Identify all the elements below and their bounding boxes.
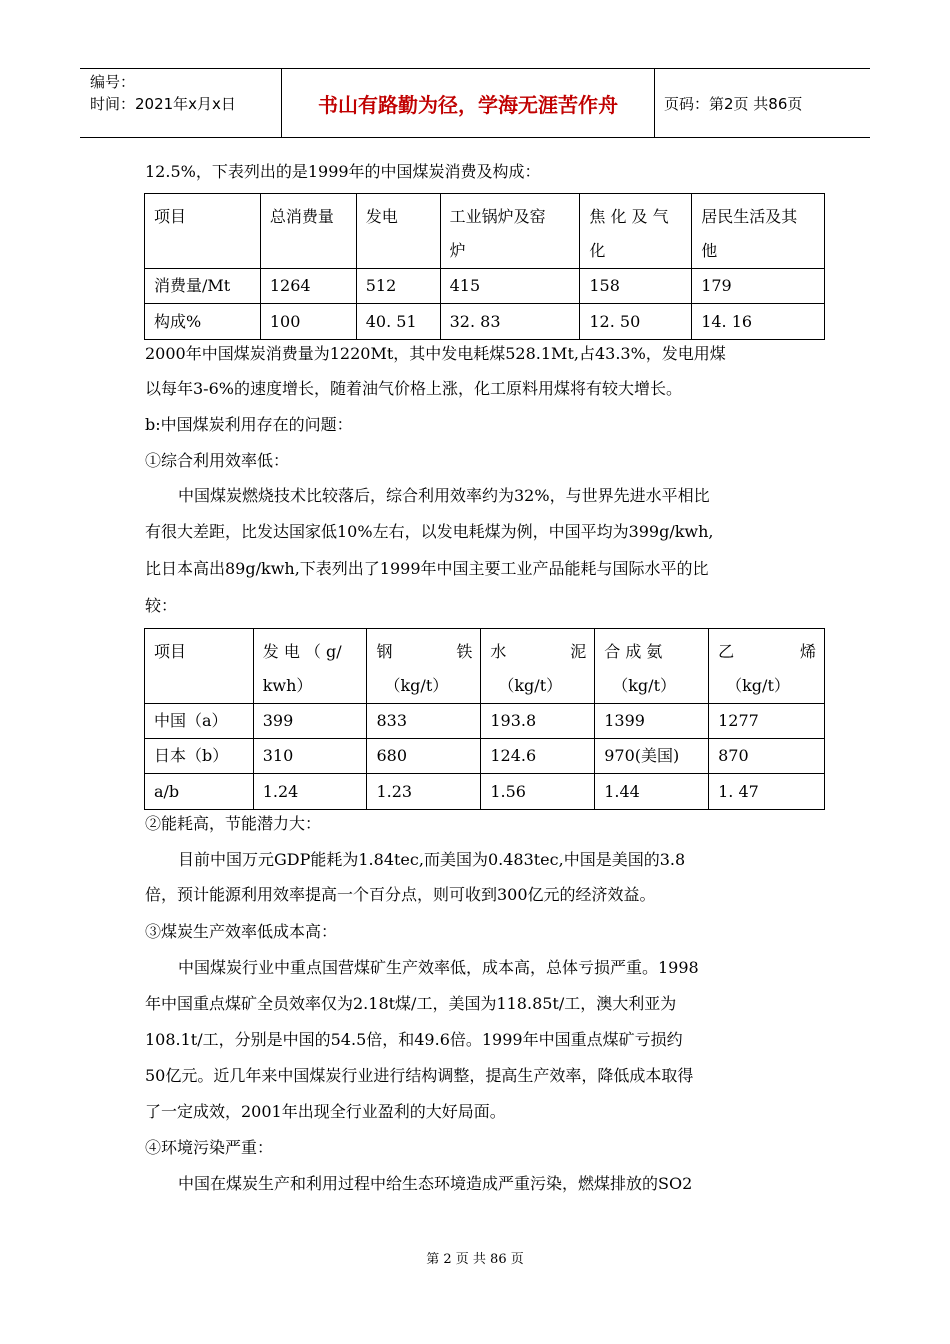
table-cell: 1.44: [595, 774, 709, 810]
table-cell: 124.6: [481, 739, 595, 774]
table-cell: 12. 50: [580, 304, 692, 340]
table-header-cell: 钢 铁 （kg/t）: [367, 629, 481, 704]
table-row: [145, 629, 825, 704]
section-heading: ①综合利用效率低：: [145, 451, 290, 470]
page-label: 页码：第2页 共86页: [664, 94, 803, 113]
table-cell: 870: [709, 739, 825, 774]
paragraph-line: 50亿元。近几年来中国煤炭行业进行结构调整，提高生产效率，降低成本取得: [145, 1066, 694, 1085]
paragraph-line: 以每年3-6%的速度增长，随着油气价格上涨，化工原料用煤将有较大增长。: [145, 379, 682, 398]
paragraph-line: 了一定成效，2001年出现全行业盈利的大好局面。: [145, 1102, 506, 1121]
table-cell: 158: [580, 269, 692, 304]
table-cell: 14. 16: [692, 304, 825, 340]
table-cell: 415: [440, 269, 580, 304]
energy-consumption-table: [144, 628, 825, 810]
table-cell: 32. 83: [440, 304, 580, 340]
table-header-cell: 总消费量: [260, 194, 356, 269]
table-cell: 1.24: [253, 774, 367, 810]
table-cell: 1.23: [367, 774, 481, 810]
table-cell: 512: [356, 269, 440, 304]
table-header-cell: 项目: [145, 194, 261, 269]
paragraph-line: 中国煤炭行业中重点国营煤矿生产效率低，成本高，总体亏损严重。1998: [178, 958, 699, 977]
paragraph-line: b:中国煤炭利用存在的问题：: [145, 415, 353, 434]
table-row: [145, 739, 825, 774]
section-heading: ③煤炭生产效率低成本高：: [145, 922, 338, 941]
table-cell: 消费量/Mt: [145, 269, 261, 304]
table-row: [145, 304, 825, 340]
page-footer: 第 2 页 共 86 页: [426, 1252, 524, 1267]
page-header: [80, 68, 870, 138]
paragraph-line: 目前中国万元GDP能耗为1.84tec,而美国为0.483tec,中国是美国的3.8: [178, 850, 686, 869]
table-cell: 中国（a）: [145, 704, 254, 739]
paragraph-line: 2000年中国煤炭消费量为1220Mt，其中发电耗煤528.1Mt,占43.3%，发电用煤: [145, 344, 726, 363]
table-cell: 1277: [709, 704, 825, 739]
table-cell: 193.8: [481, 704, 595, 739]
table-row: [145, 704, 825, 739]
paragraph-line: 中国在煤炭生产和利用过程中给生态环境造成严重污染，燃煤排放的SO2: [178, 1174, 693, 1193]
paragraph-line: 比日本高出89g/kwh,下表列出了1999年中国主要工业产品能耗与国际水平的比: [145, 559, 709, 578]
table-cell: 1264: [260, 269, 356, 304]
table-header-cell: 乙 烯 （kg/t）: [709, 629, 825, 704]
section-heading: ④环境污染严重：: [145, 1138, 274, 1157]
table-header-cell: 合 成 氨 （kg/t）: [595, 629, 709, 704]
table-header-cell: 焦 化 及 气 化: [580, 194, 692, 269]
table-header-cell: 水 泥 （kg/t）: [481, 629, 595, 704]
table-cell: 构成%: [145, 304, 261, 340]
paragraph-line: 108.1t/工，分别是中国的54.5倍，和49.6倍。1999年中国重点煤矿亏损约: [145, 1030, 683, 1049]
section-heading: ②能耗高，节能潜力大：: [145, 814, 322, 833]
table-row: [145, 269, 825, 304]
table-cell: 40. 51: [356, 304, 440, 340]
table-header-cell: 项目: [145, 629, 254, 704]
table-header-cell: 工业锅炉及窑 炉: [440, 194, 580, 269]
paragraph-line: 倍，预计能源利用效率提高一个百分点，则可收到300亿元的经济效益。: [145, 885, 656, 904]
table-cell: 1399: [595, 704, 709, 739]
table-cell: 1.56: [481, 774, 595, 810]
paragraph-line: 中国煤炭燃烧技术比较落后，综合利用效率约为32%，与世界先进水平相比: [178, 486, 710, 505]
table-header-cell: 发 电 （ g/ kwh）: [253, 629, 367, 704]
table-cell: a/b: [145, 774, 254, 810]
paragraph-line: 有很大差距，比发达国家低10%左右，以发电耗煤为例，中国平均为399g/kwh,: [145, 522, 714, 541]
table-row: [145, 194, 825, 269]
table-cell: 680: [367, 739, 481, 774]
coal-consumption-table: [144, 193, 825, 340]
header-info: [80, 69, 282, 137]
table-cell: 100: [260, 304, 356, 340]
table-cell: 970(美国): [595, 739, 709, 774]
table-cell: 1. 47: [709, 774, 825, 810]
table-cell: 399: [253, 704, 367, 739]
paragraph-line: 年中国重点煤矿全员效率仅为2.18t煤/工，美国为118.85t/工，澳大利亚为: [145, 994, 677, 1013]
table-row: [145, 774, 825, 810]
date-label: 时间：2021年x月x日: [90, 95, 236, 113]
serial-label: 编号：: [90, 73, 136, 91]
table-cell: 833: [367, 704, 481, 739]
paragraph-line: 12.5%，下表列出的是1999年的中国煤炭消费及构成：: [145, 162, 541, 181]
table-cell: 310: [253, 739, 367, 774]
table-header-cell: 居民生活及其 他: [692, 194, 825, 269]
motto: 书山有路勤为径，学海无涯苦作舟: [282, 69, 655, 137]
table-cell: 179: [692, 269, 825, 304]
table-cell: 日本（b）: [145, 739, 254, 774]
table-header-cell: 发电: [356, 194, 440, 269]
paragraph-line: 较：: [145, 596, 178, 615]
